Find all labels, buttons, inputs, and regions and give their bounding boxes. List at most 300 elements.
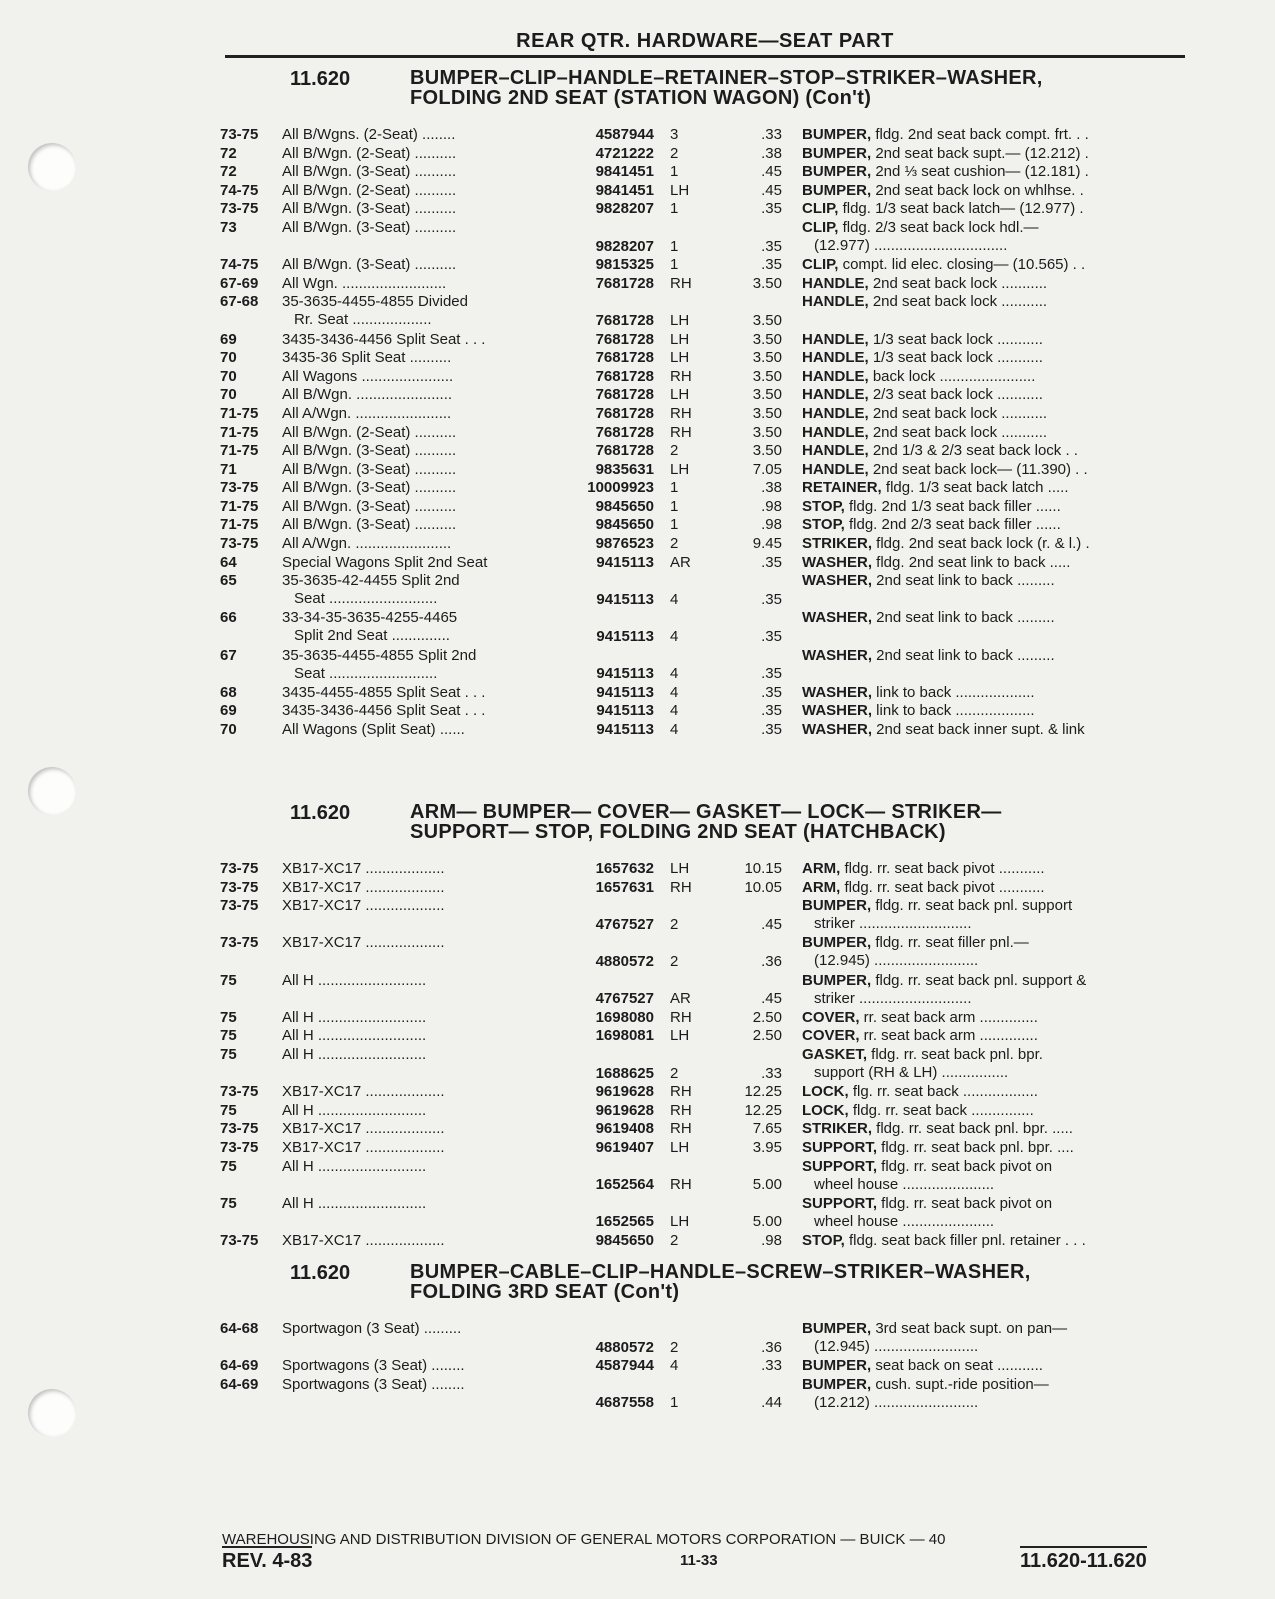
- parts-row: [220, 293, 1190, 330]
- part-number: 9619628: [595, 1083, 654, 1101]
- description-line: [802, 516, 1061, 533]
- parts-row: [220, 572, 1190, 609]
- price: 5.00: [752, 1176, 782, 1194]
- part-detail: fldg. seat back filler pnl. retainer . . .: [844, 1231, 1086, 1249]
- part-name: WASHER,: [802, 572, 873, 590]
- description-line: [802, 1120, 1073, 1137]
- parts-row: [220, 331, 1190, 350]
- part-detail: 1/3 seat back lock ...........: [868, 330, 1043, 348]
- year-range: 73-75: [220, 535, 259, 553]
- section-title-line: FOLDING 2ND SEAT (STATION WAGON) (Con't): [410, 87, 872, 109]
- part-name: COVER,: [802, 1027, 860, 1045]
- application-line: 35-3635-42-4455 Split 2nd: [282, 572, 460, 590]
- quantity: 2: [670, 952, 679, 970]
- part-name: BUMPER,: [802, 1375, 872, 1393]
- part-name: BUMPER,: [802, 897, 872, 915]
- description-line: [802, 368, 1035, 385]
- part-number: 4767527: [595, 990, 654, 1008]
- quantity: 1: [670, 479, 679, 497]
- quantity: 4: [670, 665, 679, 683]
- description: [802, 1083, 1170, 1101]
- part-name: HANDLE,: [802, 274, 869, 292]
- part-number: 1698080: [595, 1008, 654, 1026]
- description-line: [802, 554, 1070, 571]
- year-range: 70: [220, 721, 237, 738]
- description-line: [802, 163, 1089, 180]
- price: 3.50: [752, 423, 782, 441]
- part-name: WASHER,: [802, 553, 873, 571]
- year-range: 75: [220, 1027, 237, 1045]
- application: [282, 897, 554, 915]
- part-detail: 2nd ⅓ seat cushion— (12.181) .: [871, 163, 1089, 181]
- price: 3.50: [752, 349, 782, 367]
- part-name: LOCK,: [802, 1083, 849, 1101]
- part-name: STRIKER,: [802, 535, 873, 553]
- quantity: 1: [670, 1394, 679, 1412]
- part-name: ARM,: [802, 860, 841, 877]
- part-detail: fldg. rr. seat back pivot ...........: [840, 878, 1045, 896]
- application: [282, 424, 554, 442]
- part-number: 1657631: [595, 878, 654, 896]
- part-number: 4880572: [595, 952, 654, 970]
- price: .35: [761, 237, 782, 255]
- quantity: RH: [670, 423, 692, 441]
- application: [282, 535, 554, 553]
- description: [802, 424, 1170, 442]
- application-line: XB17-XC17 ...................: [282, 1138, 445, 1156]
- part-name: HANDLE,: [802, 367, 869, 385]
- part-name: CLIP,: [802, 200, 839, 218]
- description: [802, 182, 1170, 200]
- year-range: 70: [220, 386, 237, 404]
- price: .35: [761, 683, 782, 701]
- year-range: 71-75: [220, 442, 259, 460]
- year-range: 73-75: [220, 878, 259, 896]
- description: [802, 972, 1170, 1008]
- application: [282, 163, 554, 181]
- year-range: 71-75: [220, 497, 259, 515]
- application: [282, 1320, 554, 1338]
- description: [802, 535, 1170, 553]
- footer-division: WAREHOUSING AND DISTRIBUTION DIVISION OF GENERAL MOTORS CORPORATION — BUICK — 40: [222, 1531, 946, 1548]
- description-line: [802, 1195, 1052, 1212]
- application-line: Special Wagons Split 2nd Seat: [282, 553, 488, 571]
- section-heading: [220, 802, 1190, 848]
- quantity: 1: [670, 256, 679, 274]
- application-line: All H ..........................: [282, 1194, 427, 1212]
- description-line: [802, 405, 1047, 422]
- part-detail: 2nd seat link to back .........: [872, 572, 1055, 590]
- parts-row: [220, 405, 1190, 424]
- parts-row: [220, 368, 1190, 387]
- year-range: 68: [220, 683, 237, 701]
- year-range: 67: [220, 646, 237, 664]
- part-detail: link to back ...................: [872, 683, 1035, 701]
- quantity: 4: [670, 590, 679, 608]
- description-line: [802, 1009, 1038, 1026]
- part-detail: fldg. 1/3 seat back latch— (12.977) .: [838, 200, 1084, 218]
- application: [282, 219, 554, 237]
- part-name: SUPPORT,: [802, 1157, 878, 1175]
- part-number: 9841451: [595, 181, 654, 199]
- quantity: 2: [670, 144, 679, 162]
- part-detail: rr. seat back arm ..............: [859, 1008, 1038, 1026]
- part-number: 1652564: [595, 1176, 654, 1194]
- application-line: All B/Wgn. (3-Seat) ..........: [282, 497, 457, 515]
- application: [282, 275, 554, 293]
- quantity: 4: [670, 702, 679, 720]
- page-title: REAR QTR. HARDWARE—SEAT PART: [225, 30, 1185, 58]
- price: .44: [761, 1394, 782, 1412]
- description: [802, 293, 1170, 311]
- application-line: All B/Wgn. (2-Seat) ..........: [282, 423, 457, 441]
- part-name: HANDLE,: [802, 423, 869, 441]
- part-name: BUMPER,: [802, 181, 872, 199]
- part-name: CLIP,: [802, 218, 839, 236]
- price: .45: [761, 915, 782, 933]
- part-name: ARM,: [802, 878, 841, 896]
- year-range: 73-75: [220, 126, 259, 143]
- section-title: [410, 68, 1190, 108]
- year-range: 67-68: [220, 293, 259, 311]
- part-detail: fldg. rr. seat back pnl. bpr. .....: [872, 1120, 1073, 1138]
- price: .35: [761, 721, 782, 738]
- part-number: 9828207: [595, 237, 654, 255]
- part-detail: 1/3 seat back lock ...........: [868, 349, 1043, 367]
- description: [802, 879, 1170, 897]
- application: [282, 405, 554, 423]
- part-name: WASHER,: [802, 683, 873, 701]
- parts-row: [220, 934, 1190, 971]
- application: [282, 554, 554, 572]
- application: [282, 879, 554, 897]
- application-line: Seat ..........................: [294, 664, 438, 682]
- year-range: 64: [220, 553, 237, 571]
- description-line: [802, 442, 1078, 459]
- application: [282, 1158, 554, 1176]
- application-line: All B/Wgn. (3-Seat) ..........: [282, 442, 457, 460]
- part-detail: 2nd seat back inner supt. & link: [872, 721, 1085, 738]
- description: [802, 442, 1170, 460]
- quantity: LH: [670, 330, 690, 348]
- price: .35: [761, 256, 782, 274]
- section-heading: [220, 68, 1190, 114]
- part-detail: fldg. rr. seat back pnl. bpr. ....: [877, 1138, 1074, 1156]
- description-line: [802, 145, 1089, 162]
- description-line: [802, 1046, 1043, 1063]
- year-range: 72: [220, 163, 237, 181]
- part-number: 7681728: [595, 330, 654, 348]
- section-number: 11.620: [290, 802, 351, 824]
- quantity: LH: [670, 460, 690, 478]
- parts-row: [220, 442, 1190, 461]
- part-number: 4587944: [595, 1357, 654, 1375]
- parts-row: [220, 163, 1190, 182]
- part-number: 9815325: [595, 256, 654, 274]
- parts-row: [220, 1139, 1190, 1158]
- description: [802, 1158, 1170, 1194]
- year-range: 71-75: [220, 516, 259, 534]
- section-folding-3rd-seat: [220, 1262, 1190, 1413]
- description-continued: (12.945) .........................: [814, 952, 979, 970]
- part-number: 9415113: [596, 702, 654, 720]
- year-range: 73-75: [220, 934, 259, 952]
- parts-row: [220, 256, 1190, 275]
- description: [802, 386, 1170, 404]
- description: [802, 1357, 1170, 1375]
- year-range: 69: [220, 702, 237, 720]
- part-number: 4721222: [595, 144, 654, 162]
- description: [802, 200, 1170, 218]
- application: [282, 1232, 554, 1250]
- price: 12.25: [744, 1083, 782, 1101]
- part-detail: flg. rr. seat back ..................: [848, 1083, 1038, 1101]
- application: [282, 1083, 554, 1101]
- application-line: XB17-XC17 ...................: [282, 1120, 445, 1138]
- application: [282, 1009, 554, 1027]
- application-line: All H ..........................: [282, 971, 427, 989]
- price: .35: [761, 628, 782, 646]
- section-title-line: BUMPER–CLIP–HANDLE–RETAINER–STOP–STRIKER–WASHER,: [410, 67, 1043, 89]
- description: [802, 1046, 1170, 1082]
- part-detail: 2nd seat back lock on whlhse. .: [871, 181, 1084, 199]
- quantity: 2: [670, 1231, 679, 1249]
- quantity: 4: [670, 683, 679, 701]
- section-title: [410, 1262, 1190, 1302]
- section-folding-2nd-seat-wagon: [220, 68, 1190, 740]
- application-line: All B/Wgn. (3-Seat) ..........: [282, 479, 457, 497]
- description: [802, 498, 1170, 516]
- part-number: 7681728: [595, 311, 654, 329]
- application: [282, 256, 554, 274]
- part-number: 9415113: [596, 665, 654, 683]
- application: [282, 516, 554, 534]
- price: .36: [761, 1338, 782, 1356]
- description: [802, 572, 1170, 590]
- quantity: 2: [670, 535, 679, 553]
- part-detail: 2nd seat back lock— (11.390) . .: [868, 460, 1088, 478]
- parts-row: [220, 1320, 1190, 1357]
- application: [282, 860, 554, 878]
- quantity: LH: [670, 1027, 690, 1045]
- application-line: All B/Wgn. (3-Seat) ..........: [282, 200, 457, 218]
- quantity: LH: [670, 1213, 690, 1231]
- application-line: XB17-XC17 ...................: [282, 878, 445, 896]
- description: [802, 934, 1170, 970]
- description: [802, 275, 1170, 293]
- application-line: 35-3635-4455-4855 Split 2nd: [282, 646, 477, 664]
- description-line: [802, 609, 1055, 626]
- description-line: [802, 331, 1043, 348]
- part-detail: back lock .......................: [868, 367, 1036, 385]
- parts-row: [220, 647, 1190, 684]
- year-range: 64-68: [220, 1320, 259, 1337]
- application-line: All B/Wgns. (2-Seat) ........: [282, 126, 456, 143]
- part-number: 9415113: [596, 683, 654, 701]
- quantity: LH: [670, 349, 690, 367]
- application-line: XB17-XC17 ...................: [282, 1083, 445, 1101]
- quantity: RH: [670, 878, 692, 896]
- part-detail: 2nd seat link to back .........: [872, 609, 1055, 627]
- quantity: RH: [670, 1120, 692, 1138]
- price: 7.65: [752, 1120, 782, 1138]
- part-number: 9415113: [596, 628, 654, 646]
- part-name: COVER,: [802, 1008, 860, 1026]
- application-line: Split 2nd Seat ..............: [294, 627, 450, 645]
- description-line: [802, 200, 1084, 217]
- part-number: 7681728: [595, 404, 654, 422]
- application: [282, 498, 554, 516]
- parts-row: [220, 498, 1190, 517]
- description: [802, 126, 1170, 144]
- application-line: All B/Wgn. (3-Seat) ..........: [282, 256, 457, 274]
- application: [282, 182, 554, 200]
- description: [802, 516, 1170, 534]
- quantity: 2: [670, 1064, 679, 1082]
- part-number: 1652565: [595, 1213, 654, 1231]
- description-line: [802, 1320, 1067, 1337]
- quantity: 4: [670, 628, 679, 646]
- application: [282, 331, 554, 349]
- year-range: 70: [220, 367, 237, 385]
- section-number: 11.620: [290, 1262, 351, 1284]
- description-line: [802, 424, 1047, 441]
- application-line: All B/Wgn. (3-Seat) ..........: [282, 516, 457, 534]
- part-number: 10009923: [587, 479, 654, 497]
- application-line: All H ..........................: [282, 1008, 427, 1026]
- description-line: [802, 275, 1047, 292]
- description-line: [802, 1376, 1049, 1393]
- description-line: [802, 1158, 1052, 1175]
- part-detail: fldg. 1/3 seat back latch .....: [881, 479, 1069, 497]
- parts-row: [220, 897, 1190, 934]
- part-detail: 2nd seat back supt.— (12.212) .: [871, 144, 1089, 162]
- part-number: 7681728: [595, 274, 654, 292]
- year-range: 70: [220, 349, 237, 367]
- part-name: WASHER,: [802, 702, 873, 720]
- price: .35: [761, 665, 782, 683]
- parts-row: [220, 349, 1190, 368]
- year-range: 75: [220, 1194, 237, 1212]
- application: [282, 572, 554, 608]
- year-range: 72: [220, 144, 237, 162]
- description-line: [802, 684, 1035, 701]
- description-continued: wheel house ......................: [814, 1212, 995, 1230]
- parts-row: [220, 386, 1190, 405]
- part-detail: fldg. 2nd seat back lock (r. & l.) .: [872, 535, 1090, 553]
- quantity: LH: [670, 386, 690, 404]
- parts-row: [220, 275, 1190, 294]
- parts-row: [220, 1027, 1190, 1046]
- description-line: [802, 1357, 1043, 1374]
- part-number: 9415113: [596, 721, 654, 738]
- application: [282, 1376, 554, 1394]
- application: [282, 609, 554, 645]
- part-detail: 3rd seat back supt. on pan—: [871, 1320, 1068, 1337]
- application-line: Rr. Seat ...................: [294, 311, 432, 329]
- description-line: [802, 572, 1055, 589]
- parts-row: [220, 145, 1190, 164]
- description: [802, 1232, 1170, 1250]
- part-number: 9415113: [596, 590, 654, 608]
- part-name: BUMPER,: [802, 126, 872, 143]
- application-line: 35-3635-4455-4855 Divided: [282, 293, 468, 311]
- year-range: 74-75: [220, 181, 259, 199]
- description: [802, 897, 1170, 933]
- application-line: All A/Wgn. .......................: [282, 535, 452, 553]
- price: 3.50: [752, 386, 782, 404]
- quantity: 1: [670, 200, 679, 218]
- application: [282, 1027, 554, 1045]
- price: 3.95: [752, 1138, 782, 1156]
- part-detail: fldg. rr. seat back pnl. bpr.: [867, 1045, 1043, 1063]
- quantity: AR: [670, 553, 691, 571]
- quantity: LH: [670, 311, 690, 329]
- year-range: 75: [220, 1101, 237, 1119]
- application-line: All H ..........................: [282, 1045, 427, 1063]
- description: [802, 1102, 1170, 1120]
- description-line: [802, 535, 1090, 552]
- price: .45: [761, 163, 782, 181]
- parts-row: [220, 860, 1190, 879]
- part-number: 4880572: [595, 1338, 654, 1356]
- part-detail: 2/3 seat back lock ...........: [868, 386, 1043, 404]
- part-name: BUMPER,: [802, 1357, 872, 1375]
- application: [282, 1357, 554, 1375]
- part-name: HANDLE,: [802, 349, 869, 367]
- part-detail: 2nd seat back lock ...........: [868, 404, 1048, 422]
- section-title-line: ARM— BUMPER— COVER— GASKET— LOCK— STRIKER—: [410, 801, 1002, 823]
- description: [802, 554, 1170, 572]
- parts-row: [220, 1120, 1190, 1139]
- part-detail: fldg. 2nd 1/3 seat back filler ......: [844, 497, 1061, 515]
- price: 5.00: [752, 1213, 782, 1231]
- application-line: 3435-36 Split Seat ..........: [282, 349, 452, 367]
- description-line: [802, 293, 1047, 310]
- year-range: 73-75: [220, 1138, 259, 1156]
- part-detail: 2nd seat link to back .........: [872, 646, 1055, 664]
- part-name: SUPPORT,: [802, 1194, 878, 1212]
- price: 12.25: [744, 1101, 782, 1119]
- year-range: 71: [220, 460, 237, 478]
- parts-row: [220, 879, 1190, 898]
- part-detail: fldg. 2nd seat link to back .....: [872, 553, 1071, 571]
- year-range: 73-75: [220, 1120, 259, 1138]
- description-line: [802, 647, 1055, 664]
- section-title-line: BUMPER–CABLE–CLIP–HANDLE–SCREW–STRIKER–WASHER,: [410, 1261, 1031, 1283]
- quantity: 1: [670, 237, 679, 255]
- year-range: 75: [220, 1008, 237, 1026]
- quantity: RH: [670, 367, 692, 385]
- part-name: WASHER,: [802, 646, 873, 664]
- description: [802, 461, 1170, 479]
- description-line: [802, 386, 1043, 403]
- year-range: 75: [220, 971, 237, 989]
- part-number: 9841451: [595, 163, 654, 181]
- section-number: 11.620: [290, 68, 351, 90]
- part-name: WASHER,: [802, 721, 873, 738]
- parts-row: [220, 721, 1190, 740]
- application-line: All Wagons ......................: [282, 367, 454, 385]
- part-number: 9828207: [595, 200, 654, 218]
- application-line: All H ..........................: [282, 1027, 427, 1045]
- part-detail: fldg. 2/3 seat back lock hdl.—: [838, 218, 1039, 236]
- parts-row: [220, 182, 1190, 201]
- description: [802, 1320, 1170, 1356]
- section-folding-2nd-seat-hatchback: [220, 802, 1190, 1250]
- parts-row: [220, 1102, 1190, 1121]
- price: 3.50: [752, 330, 782, 348]
